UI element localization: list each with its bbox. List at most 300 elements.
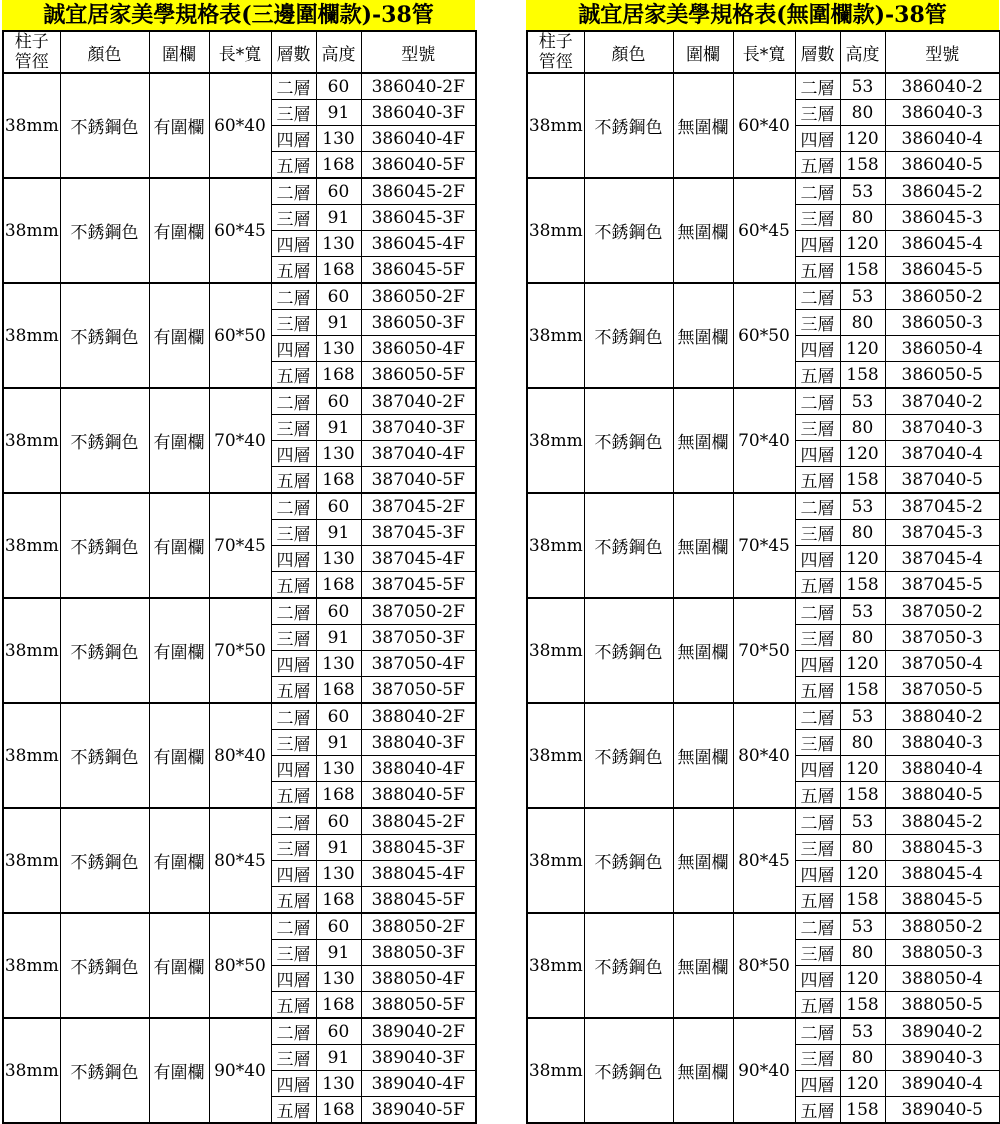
color-cell: 不銹鋼色 bbox=[60, 913, 149, 1018]
layers-cell: 二層 bbox=[795, 913, 840, 940]
model-cell: 387040-5F bbox=[361, 467, 476, 494]
diameter-cell: 38mm bbox=[3, 703, 60, 808]
height-cell: 60 bbox=[316, 703, 361, 730]
layers-cell: 三層 bbox=[795, 1045, 840, 1071]
model-cell: 388045-4 bbox=[885, 861, 1000, 887]
model-cell: 387050-3F bbox=[361, 625, 476, 651]
diameter-cell: 38mm bbox=[527, 598, 584, 703]
diameter-cell: 38mm bbox=[3, 1018, 60, 1123]
layers-cell: 三層 bbox=[271, 835, 316, 861]
layers-cell: 二層 bbox=[271, 703, 316, 730]
model-cell: 386050-5 bbox=[885, 362, 1000, 389]
model-cell: 387050-3 bbox=[885, 625, 1000, 651]
layers-cell: 四層 bbox=[271, 231, 316, 257]
header-pillar-line2: 管徑 bbox=[14, 52, 49, 72]
height-cell: 120 bbox=[840, 441, 885, 467]
model-cell: 387045-4F bbox=[361, 546, 476, 572]
model-cell: 386040-4 bbox=[885, 126, 1000, 152]
height-cell: 91 bbox=[316, 940, 361, 966]
color-cell: 不銹鋼色 bbox=[60, 388, 149, 493]
layers-cell: 二層 bbox=[271, 283, 316, 310]
spec-row bbox=[527, 388, 1000, 415]
header-pillar-line1: 柱子 bbox=[14, 32, 49, 52]
table-body-fenced bbox=[3, 73, 476, 1123]
color-cell: 不銹鋼色 bbox=[584, 283, 673, 388]
spec-row bbox=[3, 703, 476, 730]
layers-cell: 五層 bbox=[795, 362, 840, 389]
height-cell: 158 bbox=[840, 1097, 885, 1124]
fence-cell: 無圍欄 bbox=[673, 598, 733, 703]
model-cell: 388050-2 bbox=[885, 913, 1000, 940]
height-cell: 80 bbox=[840, 100, 885, 126]
spec-row bbox=[3, 808, 476, 835]
height-cell: 168 bbox=[316, 257, 361, 284]
fence-cell: 無圍欄 bbox=[673, 493, 733, 598]
height-cell: 80 bbox=[840, 310, 885, 336]
layers-cell: 四層 bbox=[271, 336, 316, 362]
size-cell: 70*40 bbox=[733, 388, 795, 493]
color-cell: 不銹鋼色 bbox=[60, 493, 149, 598]
fence-cell: 有圍欄 bbox=[149, 1018, 209, 1123]
height-cell: 80 bbox=[840, 835, 885, 861]
layers-cell: 四層 bbox=[795, 861, 840, 887]
height-cell: 53 bbox=[840, 283, 885, 310]
height-cell: 80 bbox=[840, 1045, 885, 1071]
diameter-cell: 38mm bbox=[527, 913, 584, 1018]
spec-row bbox=[527, 703, 1000, 730]
layers-cell: 二層 bbox=[271, 913, 316, 940]
layers-cell: 四層 bbox=[795, 336, 840, 362]
layers-cell: 五層 bbox=[795, 992, 840, 1019]
model-cell: 389040-2 bbox=[885, 1018, 1000, 1045]
height-cell: 91 bbox=[316, 100, 361, 126]
layers-cell: 四層 bbox=[271, 126, 316, 152]
header-pillar-diameter bbox=[527, 31, 584, 73]
spec-row bbox=[3, 1018, 476, 1045]
size-cell: 80*50 bbox=[209, 913, 271, 1018]
spec-row bbox=[3, 283, 476, 310]
model-cell: 388045-4F bbox=[361, 861, 476, 887]
height-cell: 60 bbox=[316, 283, 361, 310]
model-cell: 388040-2 bbox=[885, 703, 1000, 730]
model-cell: 386045-4 bbox=[885, 231, 1000, 257]
layers-cell: 四層 bbox=[271, 966, 316, 992]
model-cell: 388050-4F bbox=[361, 966, 476, 992]
height-cell: 120 bbox=[840, 1071, 885, 1097]
height-cell: 60 bbox=[316, 493, 361, 520]
layers-cell: 四層 bbox=[795, 441, 840, 467]
layers-cell: 三層 bbox=[271, 1045, 316, 1071]
fence-cell: 有圍欄 bbox=[149, 73, 209, 178]
header-layers: 層數 bbox=[271, 31, 316, 73]
size-cell: 90*40 bbox=[209, 1018, 271, 1123]
height-cell: 60 bbox=[316, 388, 361, 415]
layers-cell: 五層 bbox=[271, 1097, 316, 1124]
header-pillar-diameter bbox=[3, 31, 60, 73]
diameter-cell: 38mm bbox=[3, 73, 60, 178]
height-cell: 53 bbox=[840, 598, 885, 625]
height-cell: 91 bbox=[316, 730, 361, 756]
spec-row bbox=[3, 178, 476, 205]
layers-cell: 五層 bbox=[795, 467, 840, 494]
size-cell: 90*40 bbox=[733, 1018, 795, 1123]
height-cell: 158 bbox=[840, 677, 885, 704]
model-cell: 389040-5F bbox=[361, 1097, 476, 1124]
layers-cell: 四層 bbox=[271, 756, 316, 782]
model-cell: 388050-2F bbox=[361, 913, 476, 940]
height-cell: 80 bbox=[840, 415, 885, 441]
layers-cell: 三層 bbox=[795, 520, 840, 546]
fence-cell: 有圍欄 bbox=[149, 493, 209, 598]
fence-cell: 無圍欄 bbox=[673, 703, 733, 808]
height-cell: 53 bbox=[840, 703, 885, 730]
layers-cell: 五層 bbox=[271, 257, 316, 284]
model-cell: 387045-5F bbox=[361, 572, 476, 599]
height-cell: 120 bbox=[840, 861, 885, 887]
height-cell: 120 bbox=[840, 231, 885, 257]
size-cell: 70*50 bbox=[209, 598, 271, 703]
spec-row bbox=[527, 598, 1000, 625]
height-cell: 53 bbox=[840, 73, 885, 100]
table-body-unfenced bbox=[527, 73, 1000, 1123]
layers-cell: 二層 bbox=[795, 598, 840, 625]
color-cell: 不銹鋼色 bbox=[584, 703, 673, 808]
height-cell: 168 bbox=[316, 1097, 361, 1124]
model-cell: 387040-5 bbox=[885, 467, 1000, 494]
model-cell: 386040-5F bbox=[361, 152, 476, 179]
model-cell: 386050-2 bbox=[885, 283, 1000, 310]
model-cell: 386040-3 bbox=[885, 100, 1000, 126]
layers-cell: 二層 bbox=[271, 1018, 316, 1045]
table-header-unfenced bbox=[527, 31, 1000, 73]
layers-cell: 五層 bbox=[271, 362, 316, 389]
height-cell: 130 bbox=[316, 1071, 361, 1097]
color-cell: 不銹鋼色 bbox=[584, 388, 673, 493]
spec-row bbox=[3, 73, 476, 100]
header-fence: 圍欄 bbox=[149, 31, 209, 73]
layers-cell: 三層 bbox=[271, 520, 316, 546]
fence-cell: 有圍欄 bbox=[149, 703, 209, 808]
size-cell: 70*40 bbox=[209, 388, 271, 493]
height-cell: 158 bbox=[840, 782, 885, 809]
color-cell: 不銹鋼色 bbox=[60, 703, 149, 808]
height-cell: 91 bbox=[316, 1045, 361, 1071]
height-cell: 60 bbox=[316, 1018, 361, 1045]
size-cell: 80*45 bbox=[733, 808, 795, 913]
fence-cell: 無圍欄 bbox=[673, 913, 733, 1018]
model-cell: 386040-5 bbox=[885, 152, 1000, 179]
layers-cell: 二層 bbox=[795, 703, 840, 730]
height-cell: 91 bbox=[316, 205, 361, 231]
height-cell: 120 bbox=[840, 546, 885, 572]
layers-cell: 五層 bbox=[271, 572, 316, 599]
model-cell: 387050-5F bbox=[361, 677, 476, 704]
layers-cell: 二層 bbox=[271, 493, 316, 520]
layers-cell: 二層 bbox=[795, 388, 840, 415]
model-cell: 389040-5 bbox=[885, 1097, 1000, 1124]
layers-cell: 二層 bbox=[795, 283, 840, 310]
layers-cell: 三層 bbox=[271, 730, 316, 756]
model-cell: 387050-4 bbox=[885, 651, 1000, 677]
model-cell: 386045-5F bbox=[361, 257, 476, 284]
height-cell: 130 bbox=[316, 861, 361, 887]
color-cell: 不銹鋼色 bbox=[584, 493, 673, 598]
model-cell: 387040-2 bbox=[885, 388, 1000, 415]
diameter-cell: 38mm bbox=[3, 913, 60, 1018]
layers-cell: 三層 bbox=[795, 310, 840, 336]
spec-row bbox=[527, 1018, 1000, 1045]
fence-cell: 有圍欄 bbox=[149, 598, 209, 703]
diameter-cell: 38mm bbox=[3, 493, 60, 598]
model-cell: 387050-4F bbox=[361, 651, 476, 677]
model-cell: 388050-5 bbox=[885, 992, 1000, 1019]
model-cell: 389040-3 bbox=[885, 1045, 1000, 1071]
diameter-cell: 38mm bbox=[3, 808, 60, 913]
layers-cell: 四層 bbox=[795, 651, 840, 677]
model-cell: 386045-3 bbox=[885, 205, 1000, 231]
header-color: 顏色 bbox=[60, 31, 149, 73]
layers-cell: 三層 bbox=[795, 205, 840, 231]
fence-cell: 有圍欄 bbox=[149, 808, 209, 913]
height-cell: 158 bbox=[840, 257, 885, 284]
height-cell: 130 bbox=[316, 441, 361, 467]
diameter-cell: 38mm bbox=[527, 388, 584, 493]
layers-cell: 三層 bbox=[271, 625, 316, 651]
color-cell: 不銹鋼色 bbox=[584, 913, 673, 1018]
diameter-cell: 38mm bbox=[3, 388, 60, 493]
model-cell: 388040-5 bbox=[885, 782, 1000, 809]
color-cell: 不銹鋼色 bbox=[60, 73, 149, 178]
size-cell: 60*40 bbox=[209, 73, 271, 178]
spec-row bbox=[527, 73, 1000, 100]
model-cell: 386050-4F bbox=[361, 336, 476, 362]
layers-cell: 五層 bbox=[795, 152, 840, 179]
fence-cell: 有圍欄 bbox=[149, 388, 209, 493]
header-model: 型號 bbox=[885, 31, 1000, 73]
layers-cell: 四層 bbox=[271, 651, 316, 677]
model-cell: 387050-2 bbox=[885, 598, 1000, 625]
model-cell: 388040-4F bbox=[361, 756, 476, 782]
model-cell: 386045-2F bbox=[361, 178, 476, 205]
height-cell: 168 bbox=[316, 467, 361, 494]
diameter-cell: 38mm bbox=[3, 178, 60, 283]
height-cell: 60 bbox=[316, 178, 361, 205]
layers-cell: 三層 bbox=[795, 625, 840, 651]
color-cell: 不銹鋼色 bbox=[584, 1018, 673, 1123]
height-cell: 60 bbox=[316, 913, 361, 940]
size-cell: 60*40 bbox=[733, 73, 795, 178]
model-cell: 387040-3 bbox=[885, 415, 1000, 441]
height-cell: 53 bbox=[840, 808, 885, 835]
height-cell: 80 bbox=[840, 625, 885, 651]
model-cell: 388050-5F bbox=[361, 992, 476, 1019]
fence-cell: 無圍欄 bbox=[673, 388, 733, 493]
header-pillar-line1: 柱子 bbox=[538, 32, 573, 52]
header-row bbox=[3, 31, 476, 73]
model-cell: 387040-3F bbox=[361, 415, 476, 441]
layers-cell: 五層 bbox=[271, 152, 316, 179]
layers-cell: 五層 bbox=[271, 467, 316, 494]
size-cell: 60*45 bbox=[209, 178, 271, 283]
size-cell: 70*50 bbox=[733, 598, 795, 703]
size-cell: 80*45 bbox=[209, 808, 271, 913]
header-size: 長*寬 bbox=[209, 31, 271, 73]
layers-cell: 四層 bbox=[271, 441, 316, 467]
height-cell: 53 bbox=[840, 1018, 885, 1045]
spec-row bbox=[527, 283, 1000, 310]
diameter-cell: 38mm bbox=[527, 178, 584, 283]
layers-cell: 三層 bbox=[795, 100, 840, 126]
height-cell: 53 bbox=[840, 493, 885, 520]
model-cell: 386050-4 bbox=[885, 336, 1000, 362]
header-pillar-line2: 管徑 bbox=[538, 52, 573, 72]
layers-cell: 三層 bbox=[271, 415, 316, 441]
height-cell: 91 bbox=[316, 835, 361, 861]
spec-row bbox=[527, 178, 1000, 205]
height-cell: 80 bbox=[840, 940, 885, 966]
header-fence: 圍欄 bbox=[673, 31, 733, 73]
height-cell: 168 bbox=[316, 782, 361, 809]
spec-row bbox=[527, 913, 1000, 940]
table-title-fenced: 誠宜居家美學規格表(三邊圍欄款)-38管 bbox=[2, 0, 475, 30]
height-cell: 158 bbox=[840, 572, 885, 599]
height-cell: 158 bbox=[840, 152, 885, 179]
model-cell: 387045-5 bbox=[885, 572, 1000, 599]
height-cell: 120 bbox=[840, 966, 885, 992]
layers-cell: 四層 bbox=[795, 126, 840, 152]
model-cell: 388045-2 bbox=[885, 808, 1000, 835]
height-cell: 80 bbox=[840, 205, 885, 231]
height-cell: 168 bbox=[316, 887, 361, 914]
height-cell: 130 bbox=[316, 651, 361, 677]
height-cell: 130 bbox=[316, 126, 361, 152]
model-cell: 388050-4 bbox=[885, 966, 1000, 992]
model-cell: 388040-5F bbox=[361, 782, 476, 809]
model-cell: 387050-2F bbox=[361, 598, 476, 625]
diameter-cell: 38mm bbox=[527, 283, 584, 388]
model-cell: 386045-4F bbox=[361, 231, 476, 257]
layers-cell: 三層 bbox=[271, 310, 316, 336]
height-cell: 168 bbox=[316, 362, 361, 389]
fence-cell: 有圍欄 bbox=[149, 283, 209, 388]
layers-cell: 四層 bbox=[271, 861, 316, 887]
height-cell: 120 bbox=[840, 126, 885, 152]
model-cell: 388040-3F bbox=[361, 730, 476, 756]
diameter-cell: 38mm bbox=[527, 1018, 584, 1123]
layers-cell: 五層 bbox=[795, 782, 840, 809]
color-cell: 不銹鋼色 bbox=[60, 178, 149, 283]
model-cell: 386050-3F bbox=[361, 310, 476, 336]
spec-row bbox=[527, 493, 1000, 520]
model-cell: 387050-5 bbox=[885, 677, 1000, 704]
color-cell: 不銹鋼色 bbox=[584, 178, 673, 283]
model-cell: 386045-2 bbox=[885, 178, 1000, 205]
height-cell: 60 bbox=[316, 73, 361, 100]
height-cell: 130 bbox=[316, 966, 361, 992]
fence-cell: 無圍欄 bbox=[673, 73, 733, 178]
layers-cell: 二層 bbox=[271, 73, 316, 100]
layers-cell: 二層 bbox=[271, 598, 316, 625]
layers-cell: 五層 bbox=[795, 887, 840, 914]
height-cell: 158 bbox=[840, 887, 885, 914]
header-color: 顏色 bbox=[584, 31, 673, 73]
model-cell: 388050-3 bbox=[885, 940, 1000, 966]
model-cell: 389040-2F bbox=[361, 1018, 476, 1045]
layers-cell: 四層 bbox=[795, 546, 840, 572]
spec-row bbox=[527, 808, 1000, 835]
layers-cell: 四層 bbox=[795, 756, 840, 782]
fence-cell: 無圍欄 bbox=[673, 283, 733, 388]
model-cell: 386040-3F bbox=[361, 100, 476, 126]
color-cell: 不銹鋼色 bbox=[60, 598, 149, 703]
spec-row bbox=[3, 388, 476, 415]
table-block-fenced bbox=[2, 0, 475, 1124]
layers-cell: 五層 bbox=[271, 992, 316, 1019]
layers-cell: 二層 bbox=[795, 493, 840, 520]
layers-cell: 三層 bbox=[795, 730, 840, 756]
height-cell: 91 bbox=[316, 415, 361, 441]
model-cell: 388040-2F bbox=[361, 703, 476, 730]
model-cell: 387045-4 bbox=[885, 546, 1000, 572]
layers-cell: 三層 bbox=[795, 835, 840, 861]
height-cell: 130 bbox=[316, 546, 361, 572]
size-cell: 60*50 bbox=[733, 283, 795, 388]
model-cell: 387040-4 bbox=[885, 441, 1000, 467]
layers-cell: 二層 bbox=[795, 178, 840, 205]
layers-cell: 二層 bbox=[271, 388, 316, 415]
layers-cell: 三層 bbox=[795, 940, 840, 966]
header-row bbox=[527, 31, 1000, 73]
height-cell: 120 bbox=[840, 756, 885, 782]
table-title-unfenced: 誠宜居家美學規格表(無圍欄款)-38管 bbox=[526, 0, 999, 30]
size-cell: 60*45 bbox=[733, 178, 795, 283]
model-cell: 389040-3F bbox=[361, 1045, 476, 1071]
layers-cell: 五層 bbox=[795, 677, 840, 704]
model-cell: 387045-2F bbox=[361, 493, 476, 520]
height-cell: 168 bbox=[316, 992, 361, 1019]
height-cell: 158 bbox=[840, 467, 885, 494]
spec-row bbox=[3, 598, 476, 625]
layers-cell: 五層 bbox=[271, 782, 316, 809]
height-cell: 130 bbox=[316, 336, 361, 362]
height-cell: 60 bbox=[316, 808, 361, 835]
layers-cell: 五層 bbox=[271, 677, 316, 704]
model-cell: 387045-2 bbox=[885, 493, 1000, 520]
fence-cell: 有圍欄 bbox=[149, 178, 209, 283]
size-cell: 80*40 bbox=[209, 703, 271, 808]
height-cell: 168 bbox=[316, 572, 361, 599]
color-cell: 不銹鋼色 bbox=[584, 808, 673, 913]
model-cell: 387040-4F bbox=[361, 441, 476, 467]
model-cell: 388040-4 bbox=[885, 756, 1000, 782]
height-cell: 120 bbox=[840, 336, 885, 362]
model-cell: 389040-4F bbox=[361, 1071, 476, 1097]
table-block-unfenced bbox=[526, 0, 999, 1124]
spec-table-fenced bbox=[2, 30, 477, 1124]
size-cell: 70*45 bbox=[733, 493, 795, 598]
height-cell: 158 bbox=[840, 992, 885, 1019]
height-cell: 120 bbox=[840, 651, 885, 677]
height-cell: 53 bbox=[840, 388, 885, 415]
model-cell: 388045-3F bbox=[361, 835, 476, 861]
color-cell: 不銹鋼色 bbox=[584, 598, 673, 703]
fence-cell: 無圍欄 bbox=[673, 178, 733, 283]
model-cell: 386050-5F bbox=[361, 362, 476, 389]
model-cell: 389040-4 bbox=[885, 1071, 1000, 1097]
header-size: 長*寬 bbox=[733, 31, 795, 73]
layers-cell: 三層 bbox=[271, 205, 316, 231]
header-layers: 層數 bbox=[795, 31, 840, 73]
